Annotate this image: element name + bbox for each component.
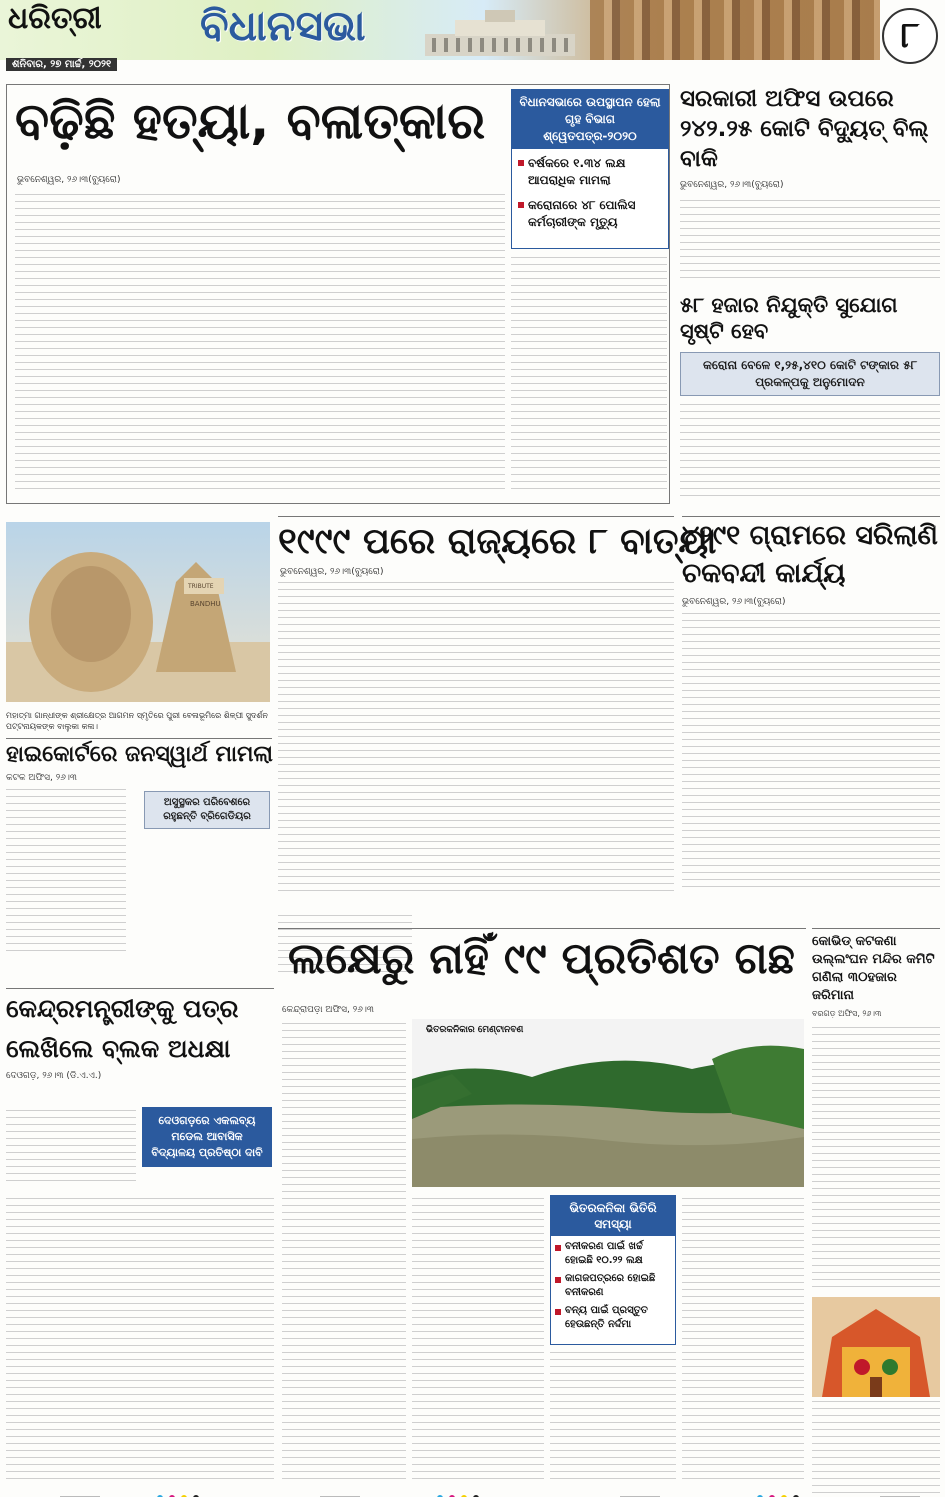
story-mangrove-box [550,1195,676,1345]
story-temple-fine-headline: କୋଭିଡ୍ କଟକଣା ଉଲ୍ଲଂଘନ ମନ୍ଦିର କମିଟି ଗଣିଲା ୩୦ହଜାର ଜରିମାନା [812,934,935,1003]
story-consolidation [682,516,940,906]
story-high-court [6,738,272,978]
story-crime-rise-headline: ବଢ଼ିଛି ହତ୍ୟା, ବଳାତ୍କାର [15,92,486,150]
story-cyclones-byline: ଭୁବନେଶ୍ୱର, ୨୬।୩(ବ୍ୟୁରୋ) [280,567,384,577]
page-number-badge [882,8,938,64]
masthead-date: ଶନିବାର, ୨୭ ମାର୍ଚ୍ଚ, ୨୦୨୧ [6,58,117,71]
story-block-chair-letter-byline: ଦେଓଗଡ଼, ୨୬।୩ (ଡି.ଏ.ଏ.) [6,1071,102,1081]
story-crime-rise [6,84,670,504]
story-high-court-box: ଅସୁସ୍ଥକର ପରିବେଶରେ ରହୁଛନ୍ତି ବ୍ରିଗେଡିୟର [144,791,270,829]
story-cyclones-text [278,581,674,897]
story-temple-fine-text [812,1023,940,1293]
story-crime-rise-text [15,189,505,495]
story-mangrove-bullet: ବନ୍ୟ ପାଇଁ ପ୍ରସ୍ତୁତ ହେଉଛନ୍ତି ନର୍ଦ୍ଦମା [555,1304,671,1332]
story-crime-rise-box-title: ବିଧାନସଭାରେ ଉପସ୍ଥାପନ ହେଲା ଗୃହ ବିଭାଗ ଶ୍ୱେତପତ୍ର-୨୦୨୦ [512,90,668,149]
story-crime-rise-bullet: ବର୍ଷକରେ ୧.୩୪ ଲକ୍ଷ ଆପରାଧିକ ମାମଲା [518,155,662,189]
story-crime-rise-box [511,89,669,249]
temple-photo [812,1297,940,1397]
story-crime-rise-bullet: କରୋନାରେ ୪୮ ପୋଲିସ କର୍ମଚାରୀଙ୍କ ମୃତ୍ୟୁ [518,197,662,231]
story-mangrove-bullet: କାଗଜପତ୍ରରେ ହୋଇଛି ବନୀକରଣ [555,1272,671,1300]
story-mangrove-headline: ଲକ୍ଷେରୁ ନାହିଁ ୯୯ ପ୍ରତିଶତ ଗଛ [288,934,795,984]
story-electricity-bill [680,84,940,284]
story-electricity-bill-text [680,194,940,284]
story-consolidation-headline: ୪୨୯୧ ଗ୍ରାମରେ ସରିଲାଣି ଚକବନ୍ଦୀ କାର୍ଯ୍ୟ [682,520,938,589]
print-registration-bar [0,1488,945,1497]
story-crime-rise-byline: ଭୁବନେଶ୍ୱର, ୨୬।୩(ବ୍ୟୁରୋ) [17,175,121,185]
svg-text:BANDHU: BANDHU [190,600,221,608]
mangrove-river-image [412,1019,804,1187]
assembly-hall-image [590,0,880,60]
story-mangrove-bullet: ବନୀକରଣ ପାଇଁ ଖର୍ଚ୍ଚ ହୋଇଛି ୧୦.୨୨ ଲକ୍ଷ [555,1240,671,1268]
story-cyclones [278,516,717,906]
story-electricity-bill-headline: ସରକାରୀ ଅଫିସ ଉପରେ ୨୪୨.୨୫ କୋଟି ବିଦ୍ୟୁତ୍ ବିଲ୍ ବାକି [680,86,929,172]
story-temple-fine [812,928,940,1488]
paper-name: ଧରିତ୍ରୀ [8,1,102,36]
svg-text:TRIBUTE: TRIBUTE [188,583,214,590]
story-block-chair-letter-box: ଦେଓଗଡ଼ରେ ଏକଲବ୍ୟ ମଡେଲ ଆବାସିକ ବିଦ୍ୟାଳୟ ପ୍ରତିଷ୍ଠା ଦାବି [142,1107,272,1167]
story-mangrove-text-box-below [550,1351,676,1485]
story-jobs [680,292,940,504]
story-consolidation-text [682,611,940,893]
story-mangrove [278,928,806,1488]
story-consolidation-byline: ଭୁବନେଶ୍ୱର, ୨୬।୩(ବ୍ୟୁରୋ) [682,597,786,607]
story-mangrove-text-left [282,1019,406,1485]
story-mangrove-text-right [682,1195,804,1485]
story-mangrove-byline: କେନ୍ଦ୍ରାପଡ଼ା ଅଫିସ, ୨୬।୩ [282,1005,375,1015]
mangrove-photo-label: ଭିତରକନିକାର ମେଣ୍ଟାନବଣ [426,1025,524,1035]
story-electricity-bill-byline: ଭୁବନେଶ୍ୱର, ୨୬।୩(ବ୍ୟୁରୋ) [680,180,784,190]
story-mangrove-box-title: ଭିତରକନିକା ଭିତିରି ସମସ୍ୟା [551,1196,675,1236]
story-temple-fine-text-2 [812,1401,940,1497]
story-jobs-subhead: କରୋନା ବେଳେ ୧,୨୫,୪୧୦ କୋଟି ଟଙ୍କାର ୫୮ ପ୍ରକଳ୍ପକୁ ଅନୁମୋଦନ [680,352,940,396]
assembly-building-image [420,6,580,58]
story-block-chair-letter [6,988,274,1488]
masthead [0,0,945,72]
story-high-court-byline: କଟକ ଅଫିସ, ୨୬।୩ [6,773,77,783]
gandhi-sand-art-caption: ମହାତ୍ମା ଗାନ୍ଧୀଙ୍କ ଶ୍ରୀକ୍ଷେତ୍ର ଆଗମନ ସ୍ମୃତିରେ ପୁରୀ ବେଳାଭୂମିରେ ଶିଳ୍ପୀ ସୁଦର୍ଶନ ପଟ୍ଟନାୟକଙ୍କ ବାଲୁକା କଳା। [6,711,268,731]
temple-festival-image [812,1297,940,1397]
story-temple-fine-byline: ବରଗଡ଼ ଅଫିସ, ୨୬।୩ [812,1009,882,1018]
sand-sculpture-image [6,522,270,702]
section-title: ବିଧାନସଭା [200,1,366,50]
gandhi-sand-art-photo [6,522,270,731]
story-block-chair-letter-text-2 [6,1195,274,1485]
story-block-chair-letter-headline: କେନ୍ଦ୍ରମନ୍ତ୍ରୀଙ୍କୁ ପତ୍ର ଲେଖିଲେ ବ୍ଲକ ଅଧକ୍ଷା [6,994,239,1063]
story-high-court-headline: ହାଇକୋର୍ଟରେ ଜନସ୍ୱାର୍ଥ ମାମଲା [6,742,273,767]
story-mangrove-text-mid [412,1195,544,1485]
story-jobs-text [680,402,940,502]
story-jobs-headline: ୫୮ ହଜାର ନିଯୁକ୍ତି ସୁଯୋଗ ସୃଷ୍ଟି ହେବ [680,293,898,343]
story-crime-rise-text-right [511,255,667,495]
page-number: ୮ [900,15,920,56]
mangrove-photo [412,1019,804,1187]
story-high-court-text [6,787,126,957]
story-block-chair-letter-text [6,1107,136,1187]
story-cyclones-headline: ୧୯୯୯ ପରେ ରାଜ୍ୟରେ ୮ ବାତ୍ୟା [278,521,717,562]
